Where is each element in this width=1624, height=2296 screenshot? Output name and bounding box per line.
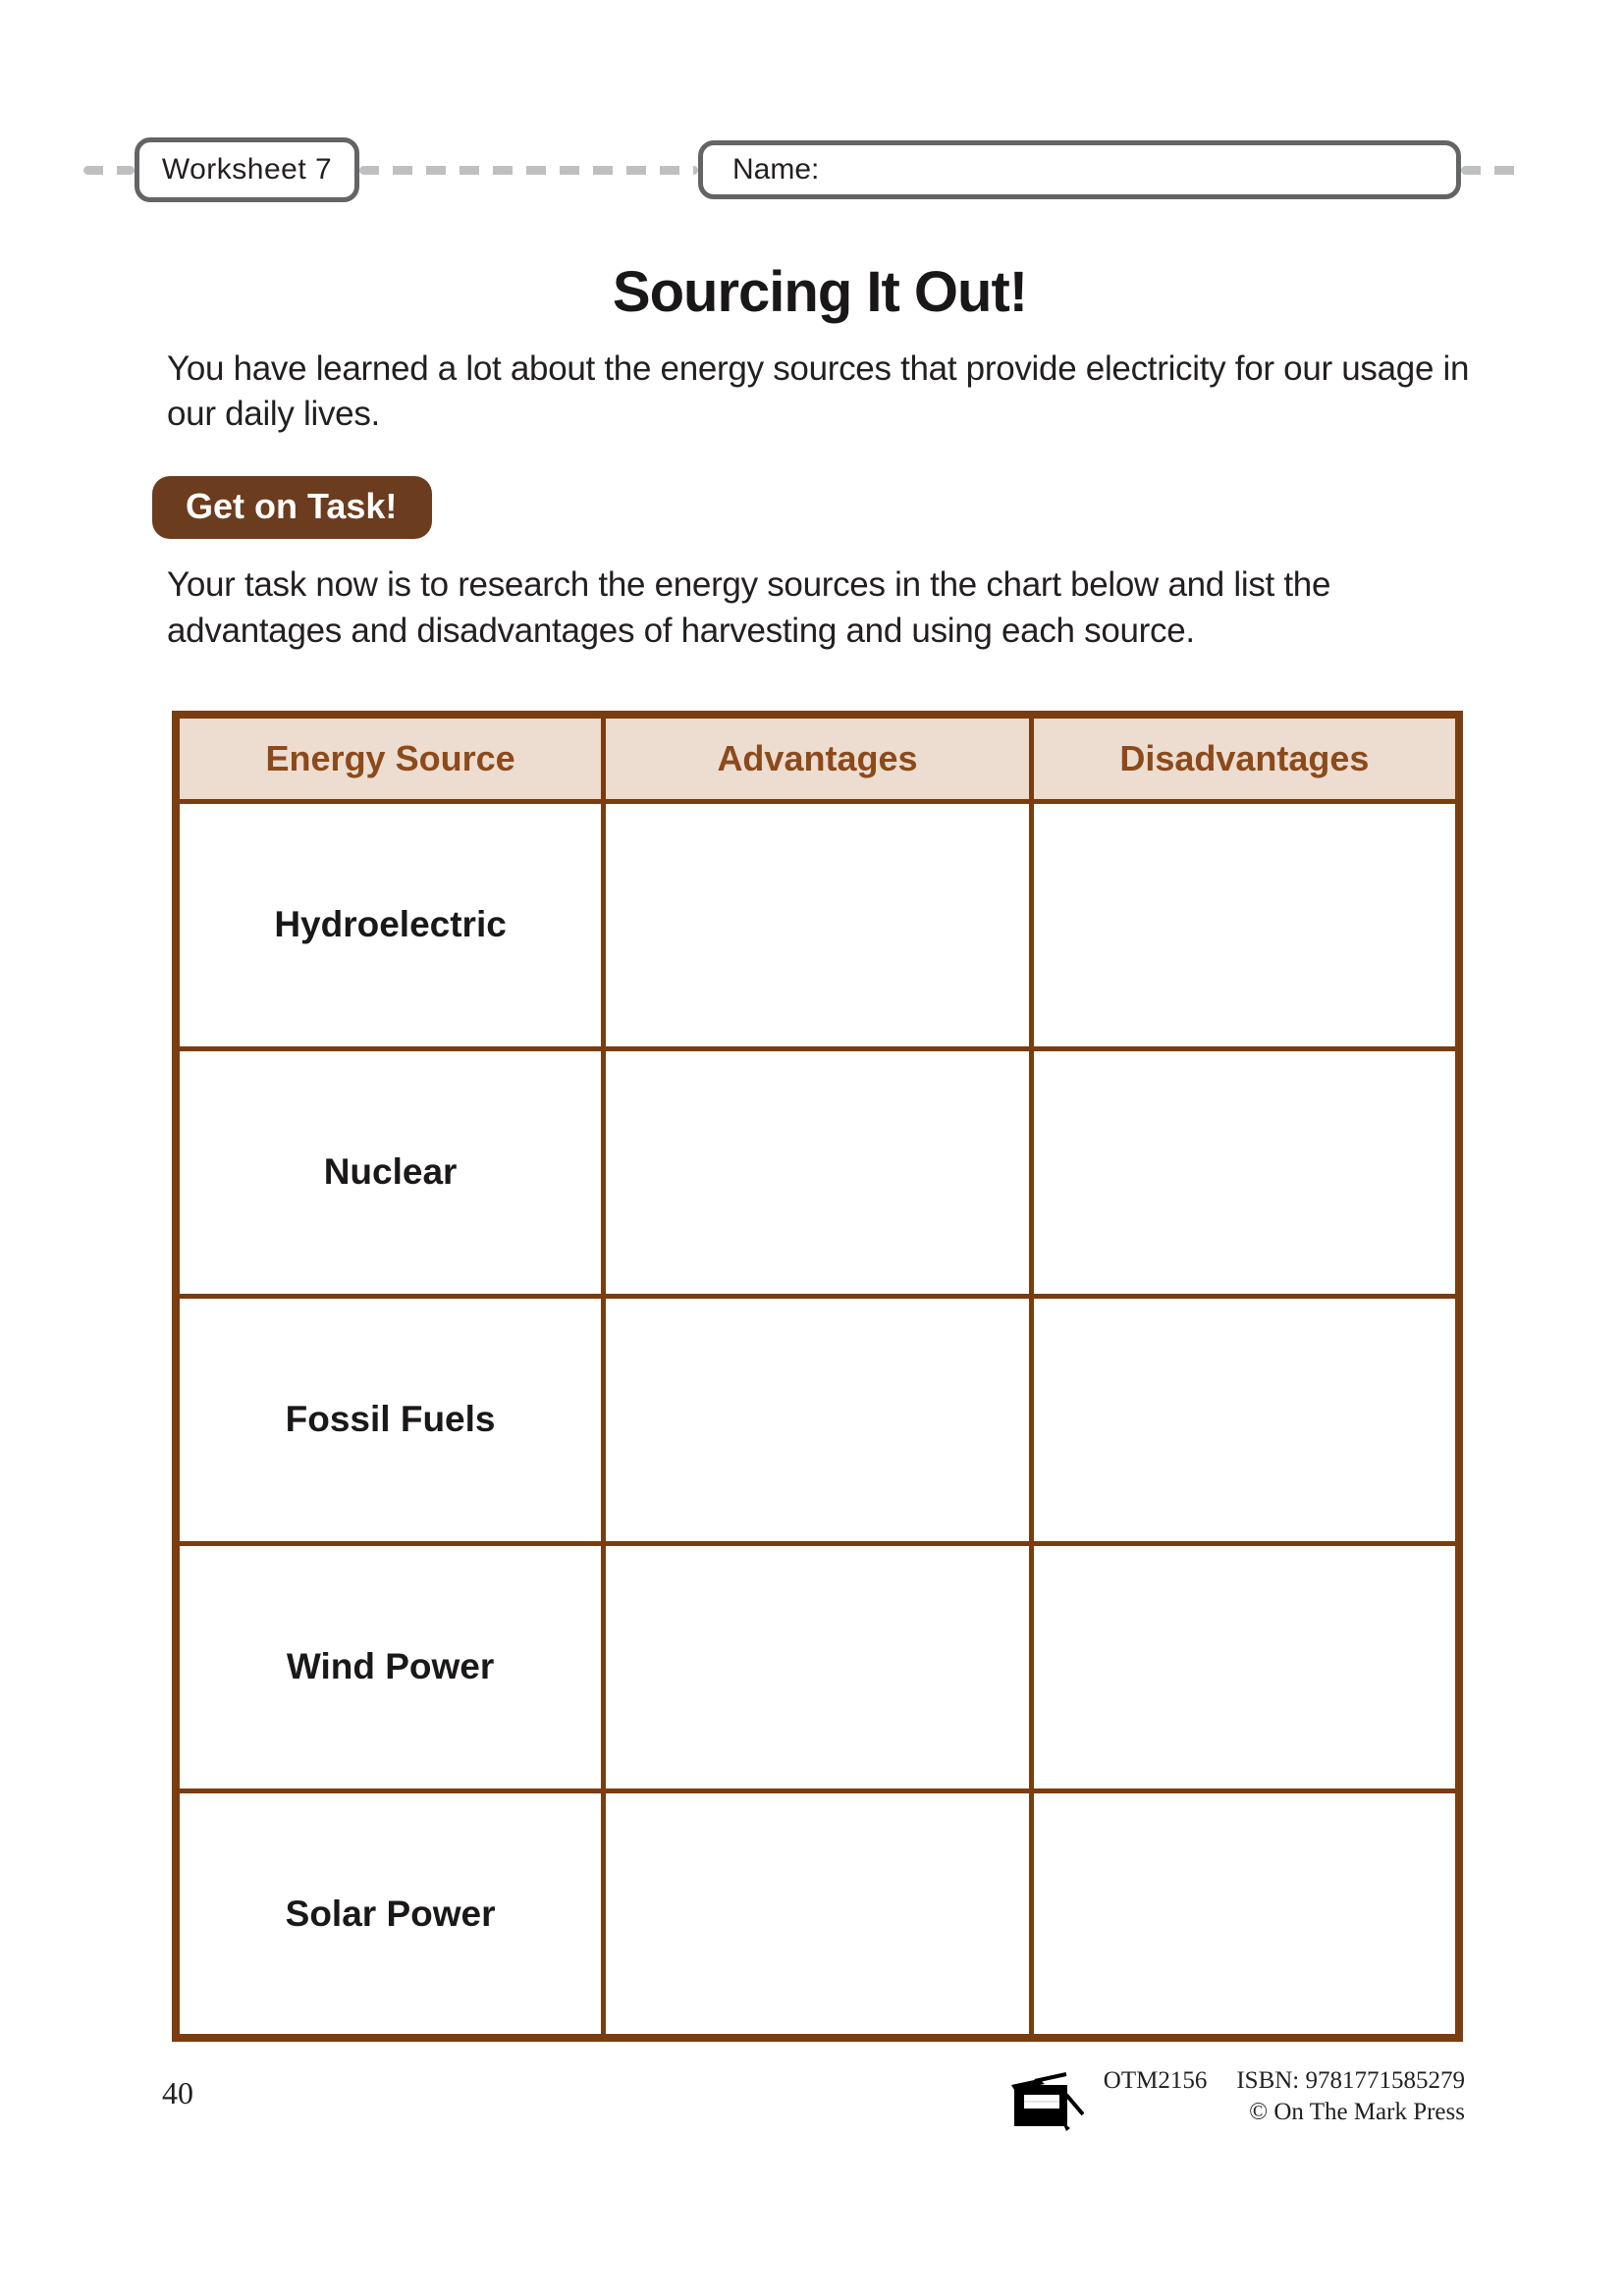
press-logo-icon — [1005, 2071, 1084, 2132]
disadvantages-cell[interactable] — [1031, 1048, 1459, 1296]
table-row — [176, 1048, 1459, 1296]
intro-paragraph: You have learned a lot about the energy sources that provide electricity for our usage in our daily lives. — [167, 349, 1470, 434]
energy-sources-table — [172, 711, 1463, 2043]
disadvantages-cell[interactable] — [1031, 1296, 1459, 1543]
energy-source-cell: Fossil Fuels — [176, 1296, 604, 1543]
disadvantages-cell[interactable] — [1031, 1543, 1459, 1790]
page-title: Sourcing It Out! — [612, 260, 1028, 324]
task-paragraph: Your task now is to research the energy sources in the chart below and list the advantages and disadvantages of harvesting and using each source. — [167, 565, 1331, 650]
table-row — [176, 1790, 1459, 2038]
table-row — [176, 1543, 1459, 1790]
advantages-cell[interactable] — [604, 801, 1032, 1048]
copyright-text: © On The Mark Press — [1249, 2099, 1465, 2126]
header-row — [0, 137, 1624, 202]
energy-source-cell: Nuclear — [176, 1048, 604, 1296]
product-code: OTM2156 — [1103, 2067, 1208, 2095]
dashed-line-left — [83, 166, 135, 175]
advantages-cell[interactable] — [604, 1790, 1032, 2038]
column-header-disadvantages: Disadvantages — [1031, 715, 1459, 802]
name-label: Name: — [732, 153, 820, 186]
advantages-cell[interactable] — [604, 1048, 1032, 1296]
table-header-row — [176, 715, 1459, 802]
publisher-text — [1104, 2067, 1465, 2126]
energy-source-cell: Wind Power — [176, 1543, 604, 1790]
get-on-task-badge — [152, 476, 432, 539]
page-footer — [162, 2067, 1465, 2132]
energy-source-cell: Solar Power — [176, 1790, 604, 2038]
energy-source-cell: Hydroelectric — [176, 801, 604, 1048]
table-row — [176, 1296, 1459, 1543]
advantages-cell[interactable] — [604, 1543, 1032, 1790]
isbn-text: ISBN: 9781771585279 — [1236, 2067, 1465, 2095]
badge-label: Get on Task! — [186, 486, 398, 527]
content-column — [167, 259, 1473, 2042]
name-field-box — [698, 140, 1461, 199]
worksheet-label: Worksheet 7 — [161, 153, 333, 186]
worksheet-number-box — [135, 137, 359, 202]
column-header-energy-source: Energy Source — [176, 715, 604, 802]
dashed-line-right — [1461, 166, 1528, 175]
advantages-cell[interactable] — [604, 1296, 1032, 1543]
dashed-line-middle — [359, 166, 698, 175]
column-header-advantages: Advantages — [604, 715, 1032, 802]
table-row — [176, 801, 1459, 1048]
page-number: 40 — [162, 2075, 193, 2111]
disadvantages-cell[interactable] — [1031, 801, 1459, 1048]
name-input-area[interactable] — [819, 145, 1456, 194]
publisher-block — [1005, 2067, 1465, 2132]
disadvantages-cell[interactable] — [1031, 1790, 1459, 2038]
